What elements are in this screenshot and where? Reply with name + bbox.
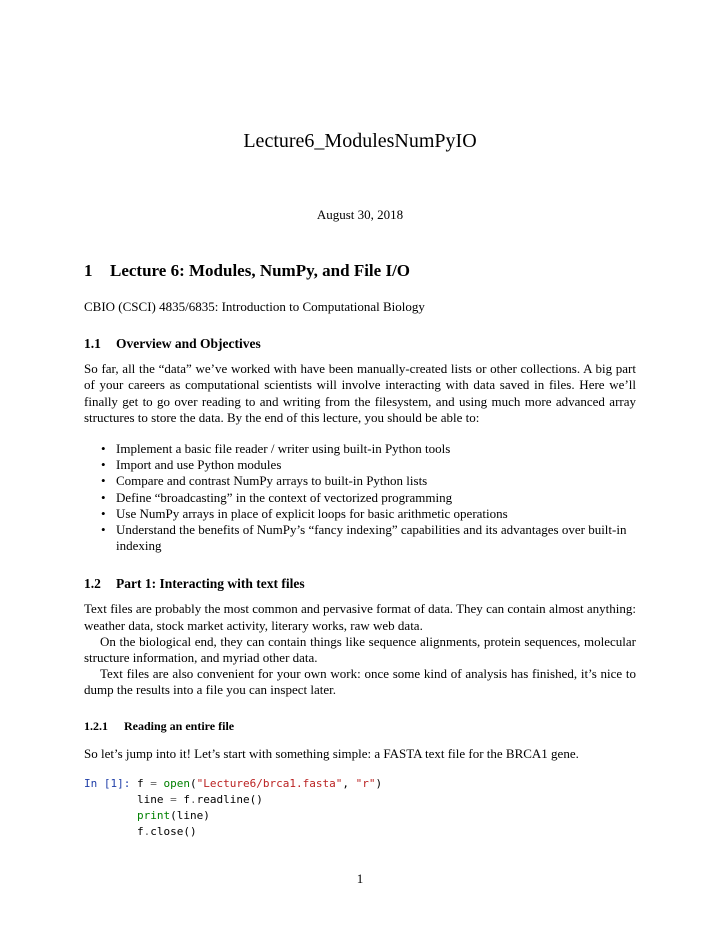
reading-file-paragraph: So let’s jump into it! Let’s start with something simple: a FASTA text file for the BRCA1 gene. [84, 745, 579, 761]
section-title: Part 1: Interacting with text files [116, 576, 305, 592]
bullet-icon: • [101, 505, 106, 521]
section-number: 1 [84, 261, 93, 280]
list-item [101, 505, 636, 522]
page-number: 1 [356, 871, 364, 886]
list-item-text: Understand the benefits of NumPy’s “fancy indexing” capabilities and its advantages over built-in indexing [116, 522, 627, 554]
section-1-2-1-heading [84, 718, 636, 734]
section-1-heading [84, 260, 636, 282]
text-files-paragraph-1: Text files are probably the most common and pervasive format of data. They can contain almost anything: weather data, stock market activity, literary works, raw web data. [84, 601, 636, 633]
list-item [101, 473, 636, 489]
document-body [84, 260, 636, 840]
text-files-paragraph-2: On the biological end, they can contain things like sequence alignments, protein sequences, molecular structure information, and myriad other data. [84, 633, 636, 666]
objectives-list [84, 441, 636, 554]
section-1-1-heading [84, 335, 636, 352]
bullet-icon: • [101, 441, 106, 457]
bullet-icon: • [101, 457, 106, 473]
bullet-icon: • [101, 522, 106, 538]
code-prompt: In [1]: [84, 776, 131, 790]
code-line: print(line) [137, 808, 210, 822]
list-item [101, 489, 636, 506]
section-title: Reading an entire file [124, 718, 235, 733]
list-item-text: Implement a basic file reader / writer using built-in Python tools [116, 441, 451, 457]
document-date: August 30, 2018 [316, 207, 404, 222]
code-cell[interactable] [84, 776, 636, 840]
list-item-text: Define “broadcasting” in the context of vectorized programming [116, 489, 453, 505]
list-item [101, 441, 636, 457]
section-number: 1.2.1 [84, 718, 108, 733]
section-number: 1.2 [84, 576, 101, 592]
document-title: Lecture6_ModulesNumPyIO [243, 130, 477, 152]
section-title: Lecture 6: Modules, NumPy, and File I/O [110, 261, 411, 280]
code-line: line = f.readline() [137, 792, 263, 806]
list-item-text: Compare and contrast NumPy arrays to built-in Python lists [116, 473, 428, 489]
list-item [101, 522, 636, 554]
bullet-icon: • [101, 473, 106, 489]
text-files-paragraph-3: Text files are also convenient for your own work: once some kind of analysis has finished, it’s nice to dump the results into a file you can inspect later. [84, 666, 636, 698]
code-line: f.close() [137, 824, 197, 838]
list-item-text: Use NumPy arrays in place of explicit loops for basic arithmetic operations [116, 505, 508, 521]
overview-paragraph: So far, all the “data” we’ve worked with have been manually-created lists or other collections. A big part of your careers as computational scientists will involve interacting with data saved in files. Here we’ll finally get to go over reading to and writing from the filesystem, and using much more advanced array structures to store the data. By the end of this lecture, you should be able to: [84, 361, 636, 425]
code-input[interactable] [137, 776, 636, 840]
code-line: f = open("Lecture6/brca1.fasta", "r") [137, 776, 383, 790]
section-1-2-heading [84, 575, 636, 592]
section-number: 1.1 [84, 336, 101, 352]
bullet-icon: • [101, 489, 106, 505]
section-title: Overview and Objectives [116, 336, 261, 352]
course-line: CBIO (CSCI) 4835/6835: Introduction to Computational Biology [84, 299, 425, 314]
list-item [101, 457, 636, 473]
list-item-text: Import and use Python modules [116, 457, 282, 473]
